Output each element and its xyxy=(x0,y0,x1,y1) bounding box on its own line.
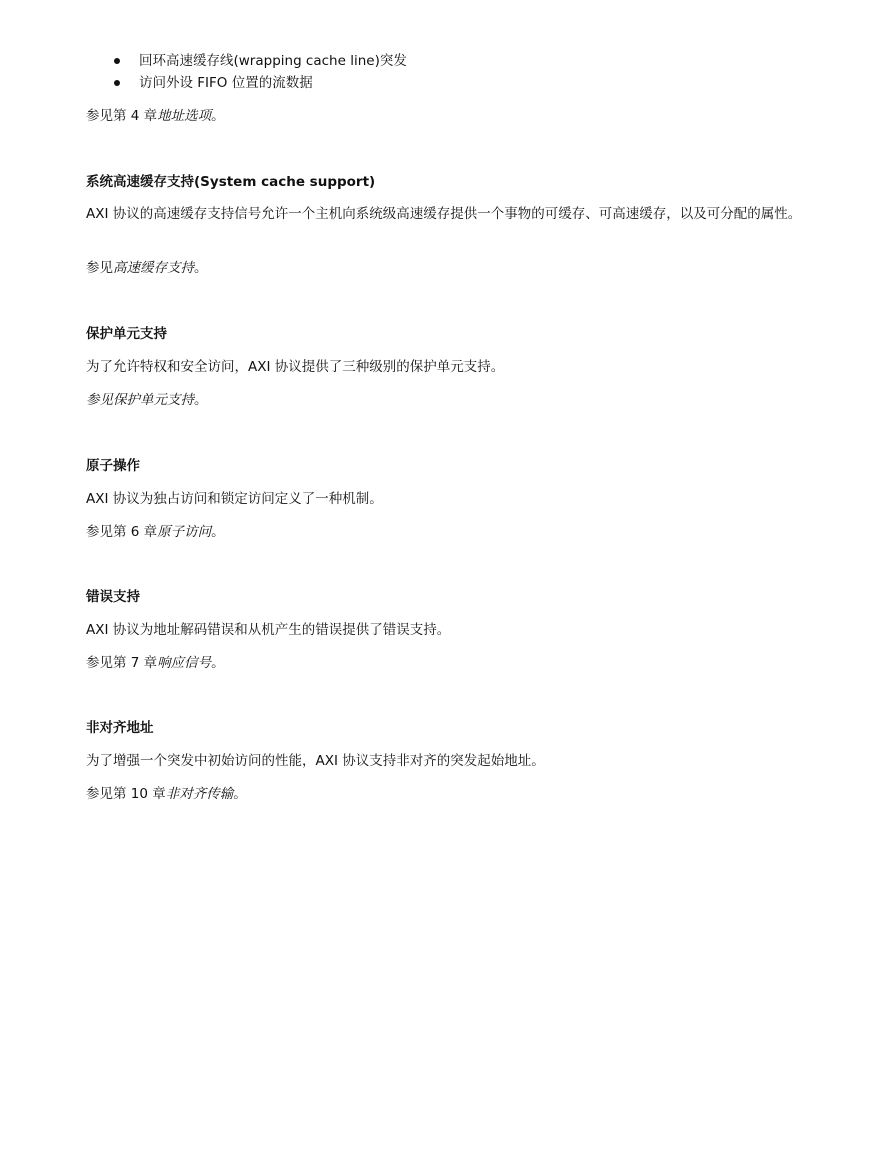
section-see-also xyxy=(86,258,208,278)
see-also-suffix: 。 xyxy=(211,108,225,124)
section-heading: 系统高速缓存支持(System cache support) xyxy=(86,174,376,190)
bullet-item xyxy=(0,50,893,72)
see-also-suffix: 。 xyxy=(211,655,225,671)
see-also-ref: 参见保护单元支持 xyxy=(86,392,194,408)
see-also-ref: 高速缓存支持 xyxy=(113,260,194,276)
section-heading: 原子操作 xyxy=(86,458,140,474)
section-heading: 非对齐地址 xyxy=(86,720,154,736)
bullet-item xyxy=(0,72,893,94)
section-body: 为了允许特权和安全访问，AXI 协议提供了三种级别的保护单元支持。 xyxy=(86,359,505,375)
see-also-prefix: 参见第 6 章 xyxy=(86,524,158,540)
section-body: 为了增强一个突发中初始访问的性能，AXI 协议支持非对齐的突发起始地址。 xyxy=(86,753,545,769)
section-body: AXI 协议为独占访问和锁定访问定义了一种机制。 xyxy=(86,491,383,507)
see-also-prefix: 参见第 7 章 xyxy=(86,655,158,671)
see-also-ref: 地址选项 xyxy=(157,108,212,124)
see-also-ref: 非对齐传输 xyxy=(165,786,234,802)
see-also-prefix: 参见第 10 章 xyxy=(86,786,166,802)
bullet-dot-icon xyxy=(114,80,120,86)
see-also-suffix: 。 xyxy=(211,524,225,540)
see-also-address-options xyxy=(86,106,225,126)
section-see-also xyxy=(86,390,208,410)
see-also-prefix: 参见第 4 章 xyxy=(86,108,158,124)
section-body: AXI 协议的高速缓存支持信号允许一个主机向系统级高速缓存提供一个事物的可缓存、可高速缓存，以及可分配的属性。 xyxy=(86,206,802,222)
see-also-suffix: 。 xyxy=(194,260,208,276)
see-also-suffix: 。 xyxy=(194,392,208,408)
bullet-dot-icon xyxy=(114,58,120,64)
bullet-list xyxy=(0,50,893,94)
bullet-text: 访问外设 FIFO 位置的流数据 xyxy=(139,75,313,91)
section-heading: 保护单元支持 xyxy=(86,326,167,342)
section-heading: 错误支持 xyxy=(86,589,140,605)
see-also-ref: 原子访问 xyxy=(157,524,212,540)
section-see-also xyxy=(86,522,225,542)
section-see-also xyxy=(86,784,247,804)
section-see-also xyxy=(86,653,225,673)
bullet-text: 回环高速缓存线(wrapping cache line)突发 xyxy=(139,53,407,69)
section-body: AXI 协议为地址解码错误和从机产生的错误提供了错误支持。 xyxy=(86,622,451,638)
see-also-suffix: 。 xyxy=(233,786,247,802)
see-also-prefix: 参见 xyxy=(86,260,113,276)
see-also-ref: 响应信号 xyxy=(157,655,212,671)
